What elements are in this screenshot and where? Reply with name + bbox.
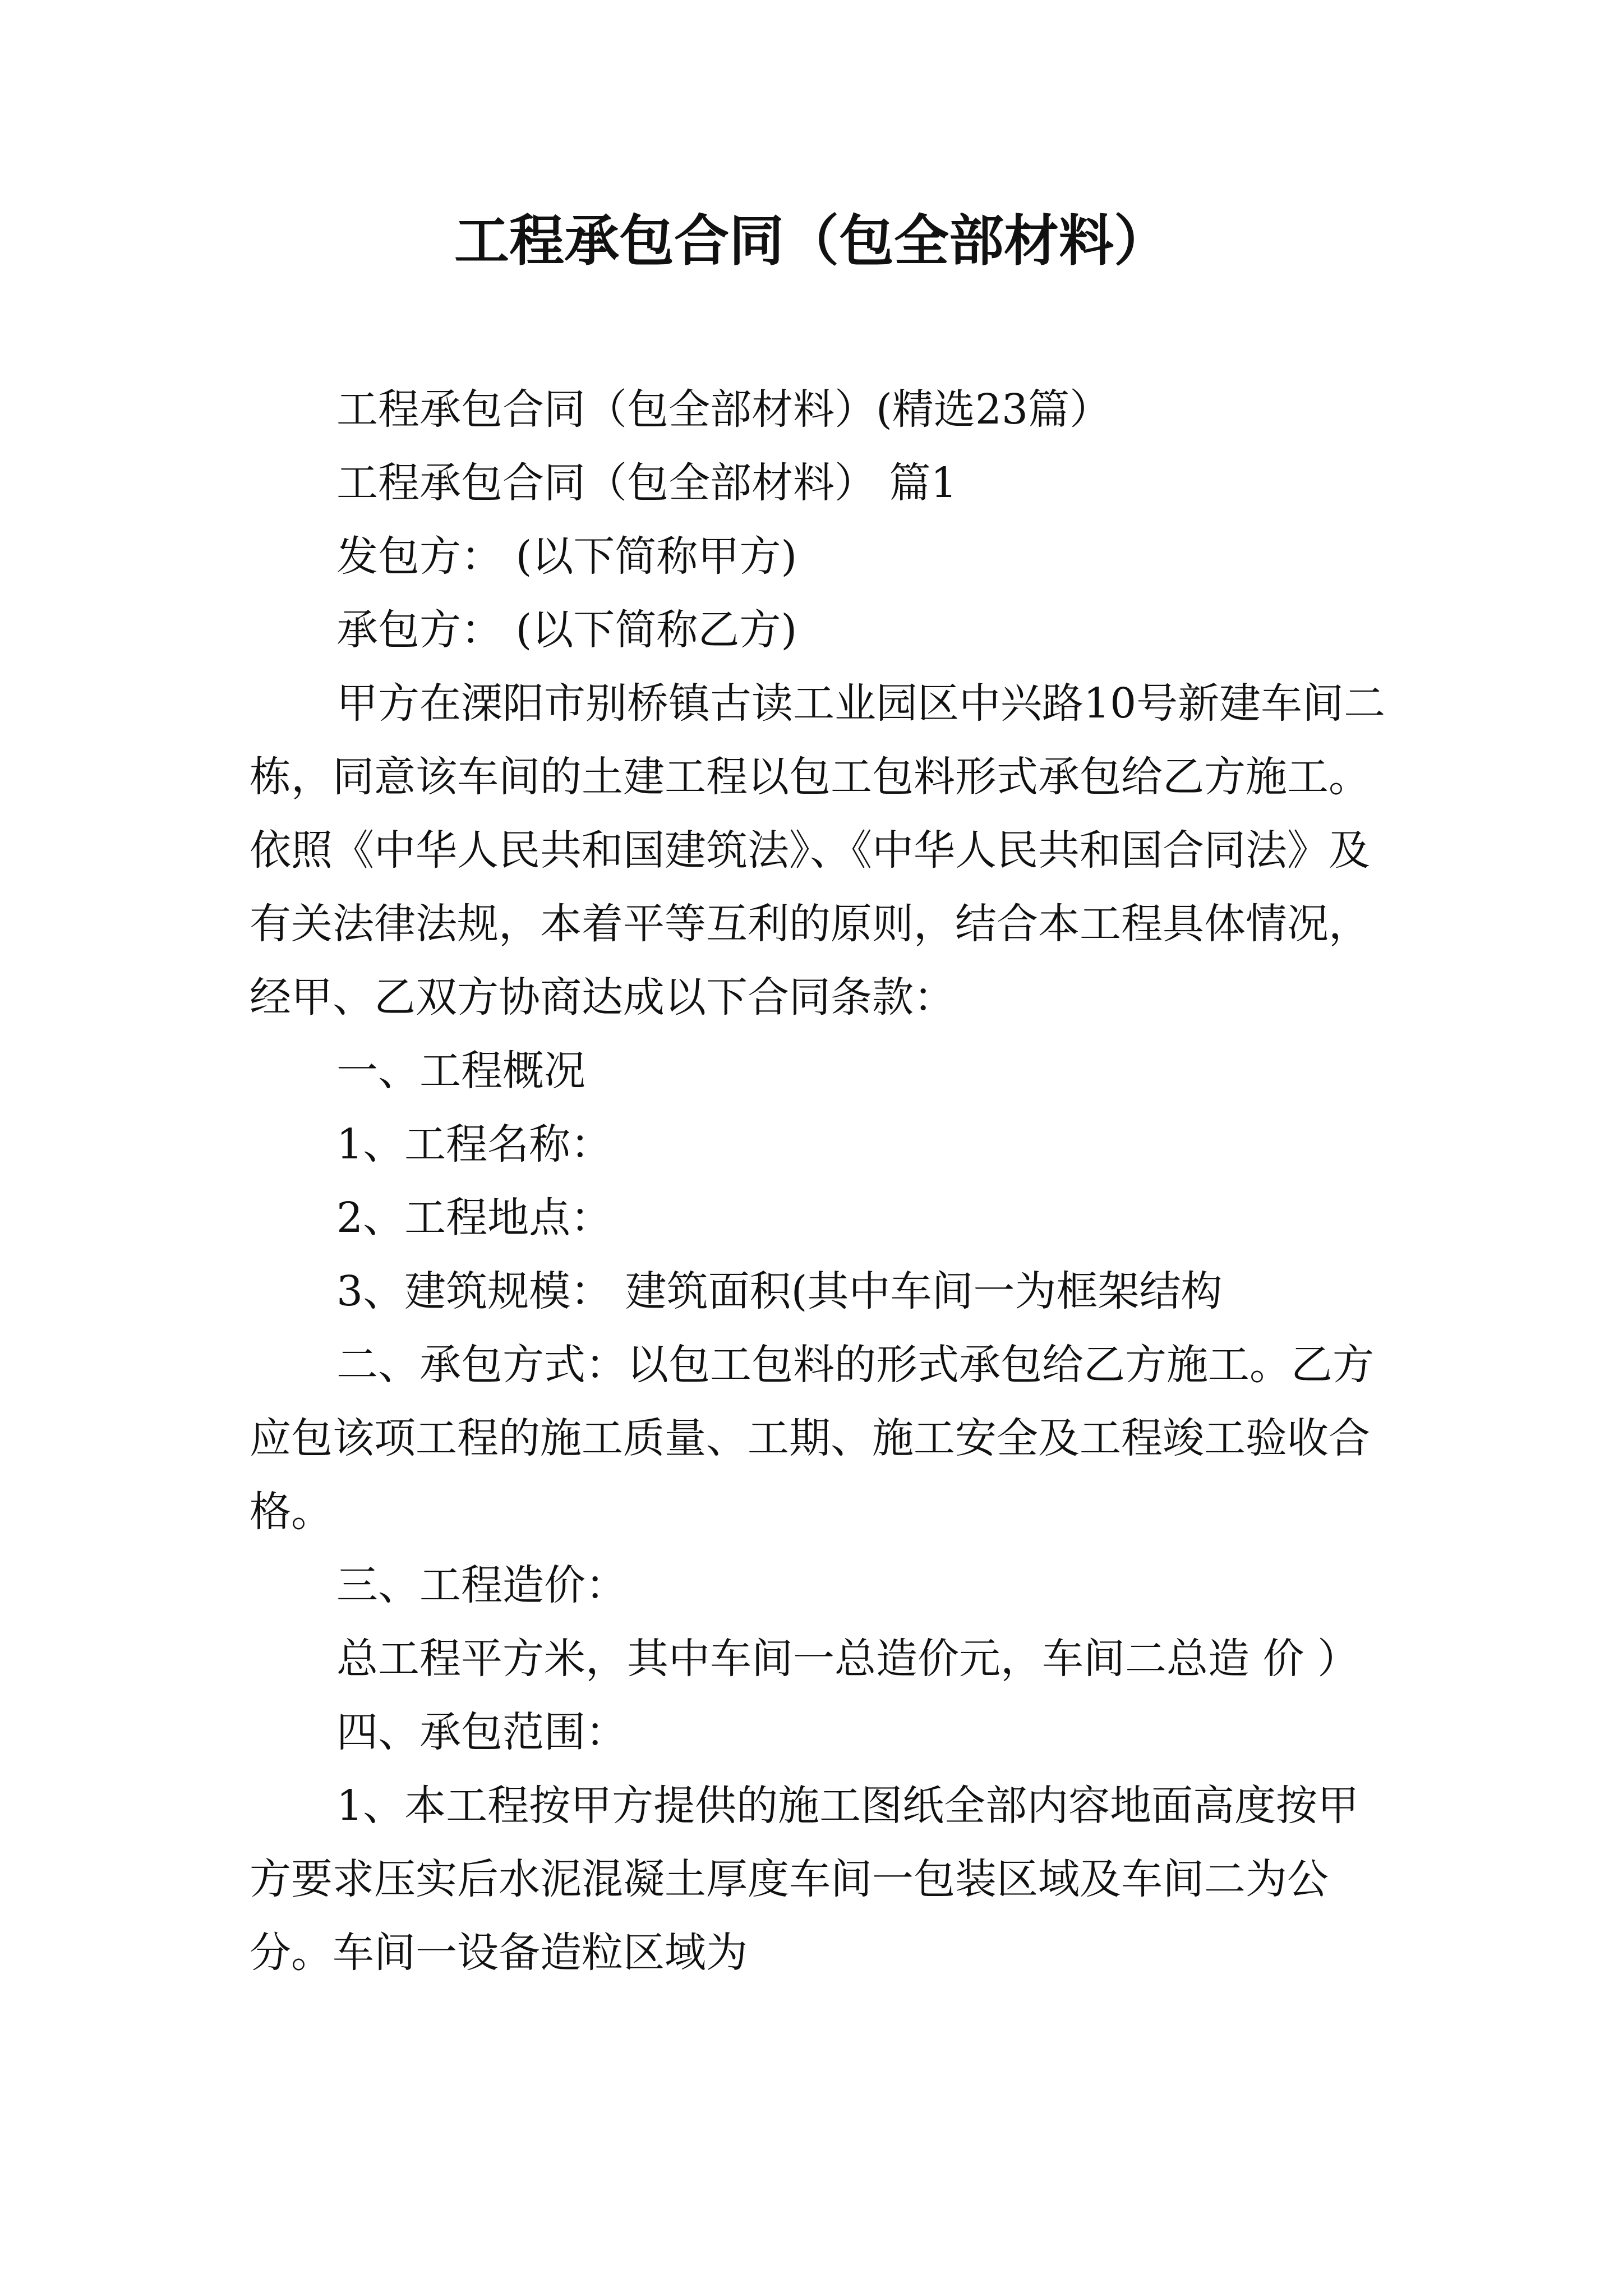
document-title: 工程承包合同（包全部材料） bbox=[454, 209, 1169, 273]
paragraph-total-cost: 总工程平方米，其中车间一总造价元，车间二总造 价 ） bbox=[336, 1635, 1359, 1683]
paragraph-section-heading: 工程承包合同（包全部材料） 篇1 bbox=[336, 459, 957, 507]
paragraph-party-a: 发包方： (以下简称甲方) bbox=[336, 532, 797, 581]
paragraph-subtitle: 工程承包合同（包全部材料）(精选23篇） bbox=[336, 385, 1112, 434]
paragraph-preamble: 甲方在溧阳市别桥镇古读工业园区中兴路10号新建车间二栋，同意该车间的土建工程以包工包料形式承包给乙方施工。依照《中华人民共和国建筑法》、《中华人民共和国合同法》及有关法律法规，本着平等互利的原则，结合本工程具体情况，经甲、乙双方协商达成以下合同条款： bbox=[250, 679, 1386, 1022]
paragraph-project-location: 2、工程地点： bbox=[336, 1194, 612, 1242]
paragraph-scope-heading: 四、承包范围： bbox=[336, 1708, 627, 1756]
document-body bbox=[250, 373, 1388, 1990]
paragraph-building-scale: 3、建筑规模： 建筑面积(其中车间一为框架结构 bbox=[336, 1267, 1223, 1315]
paragraph-scope-item-1: 1、本工程按甲方提供的施工图纸全部内容地面高度按甲方要求压实后水泥混凝土厚度车间一包装区域及车间二为公分。车间一设备造粒区域为 bbox=[250, 1782, 1359, 1977]
paragraph-cost-heading: 三、工程造价： bbox=[336, 1561, 627, 1609]
paragraph-contract-method: 二、承包方式：以包工包料的形式承包给乙方施工。乙方应包该项工程的施工质量、工期、施工安全及工程竣工验收合格。 bbox=[250, 1341, 1374, 1536]
paragraph-overview-heading: 一、工程概况 bbox=[336, 1047, 585, 1095]
paragraph-project-name: 1、工程名称： bbox=[336, 1120, 612, 1168]
paragraph-party-b: 承包方： (以下简称乙方) bbox=[336, 606, 797, 654]
